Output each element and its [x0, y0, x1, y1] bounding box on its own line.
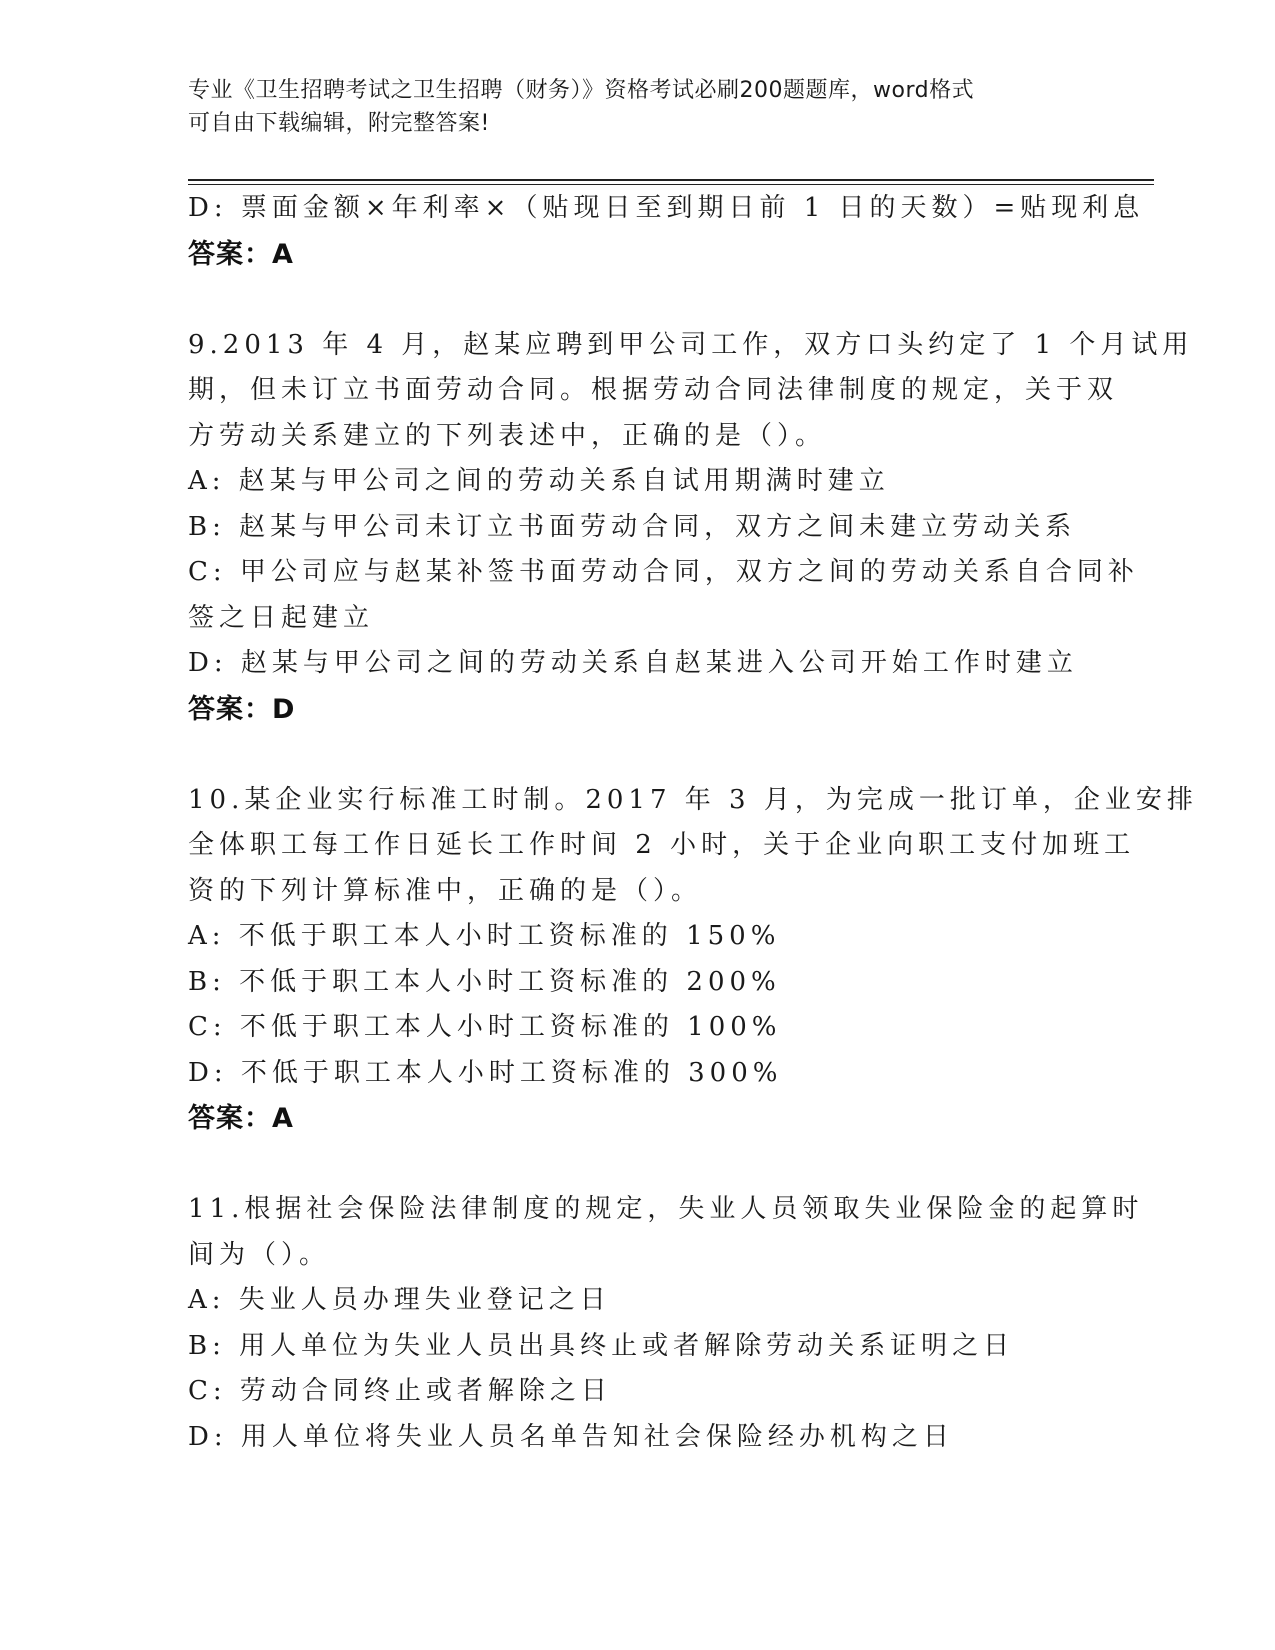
- document-header: [188, 74, 1088, 140]
- question-stem-line: 间为（）。: [188, 1239, 331, 1270]
- option-c-continued: 签之日起建立: [188, 602, 375, 633]
- question-10: [188, 778, 1198, 1142]
- prev-option-d: D: 票面金额×年利率×（贴现日至到期日前 1 日的天数）=贴现利息: [188, 193, 1145, 223]
- answer: 答案：A: [188, 1103, 294, 1134]
- question-9: [188, 323, 1194, 733]
- option-a: A: 赵某与甲公司之间的劳动关系自试用期满时建立: [188, 466, 890, 496]
- header-rule-thick: [188, 179, 1154, 181]
- prev-answer: 答案：A: [188, 238, 294, 270]
- option-b: B: 用人单位为失业人员出具终止或者解除劳动关系证明之日: [188, 1330, 1015, 1361]
- option-a: A: 不低于职工本人小时工资标准的 150%: [188, 921, 781, 951]
- answer: 答案：D: [188, 693, 296, 725]
- question-stem-line: 11.根据社会保险法律制度的规定，失业人员领取失业保险金的起算时: [188, 1194, 1144, 1224]
- option-a: A: 失业人员办理失业登记之日: [188, 1285, 611, 1315]
- question-stem-line: 10.某企业实行标准工时制。2017 年 3 月，为完成一批订单，企业安排: [188, 784, 1198, 815]
- header-line-2: 可自由下载编辑，附完整答案!: [188, 111, 490, 136]
- option-c: C: 不低于职工本人小时工资标准的 100%: [188, 1012, 782, 1042]
- question-stem-line: 方劳动关系建立的下列表述中，正确的是（）。: [188, 420, 827, 451]
- option-c: C: 甲公司应与赵某补签书面劳动合同，双方之间的劳动关系自合同补: [188, 557, 1139, 587]
- document-body: [188, 186, 1198, 1460]
- option-d: D: 赵某与甲公司之间的劳动关系自赵某进入公司开始工作时建立: [188, 648, 1078, 678]
- spacer: [188, 277, 1088, 323]
- question-stem-line: 9.2013 年 4 月，赵某应聘到甲公司工作，双方口头约定了 1 个月试用: [188, 329, 1194, 360]
- spacer: [188, 1142, 1088, 1188]
- question-stem-line: 资的下列计算标准中，正确的是（）。: [188, 875, 703, 906]
- option-d: D: 不低于职工本人小时工资标准的 300%: [188, 1057, 783, 1088]
- option-b: B: 不低于职工本人小时工资标准的 200%: [188, 966, 781, 997]
- header-rule-thin: [188, 184, 1154, 185]
- question-stem-line: 期，但未订立书面劳动合同。根据劳动合同法律制度的规定，关于双: [188, 375, 1119, 405]
- question-11: [188, 1187, 1144, 1460]
- option-d: D: 用人单位将失业人员名单告知社会保险经办机构之日: [188, 1421, 954, 1452]
- question-stem-line: 全体职工每工作日延长工作时间 2 小时，关于企业向职工支付加班工: [188, 830, 1136, 860]
- option-b: B: 赵某与甲公司未订立书面劳动合同，双方之间未建立劳动关系: [188, 511, 1077, 542]
- spacer: [188, 732, 1088, 778]
- header-line-1: 专业《卫生招聘考试之卫生招聘（财务）》资格考试必刷200题题库，word格式: [188, 78, 975, 103]
- option-c: C: 劳动合同终止或者解除之日: [188, 1376, 612, 1406]
